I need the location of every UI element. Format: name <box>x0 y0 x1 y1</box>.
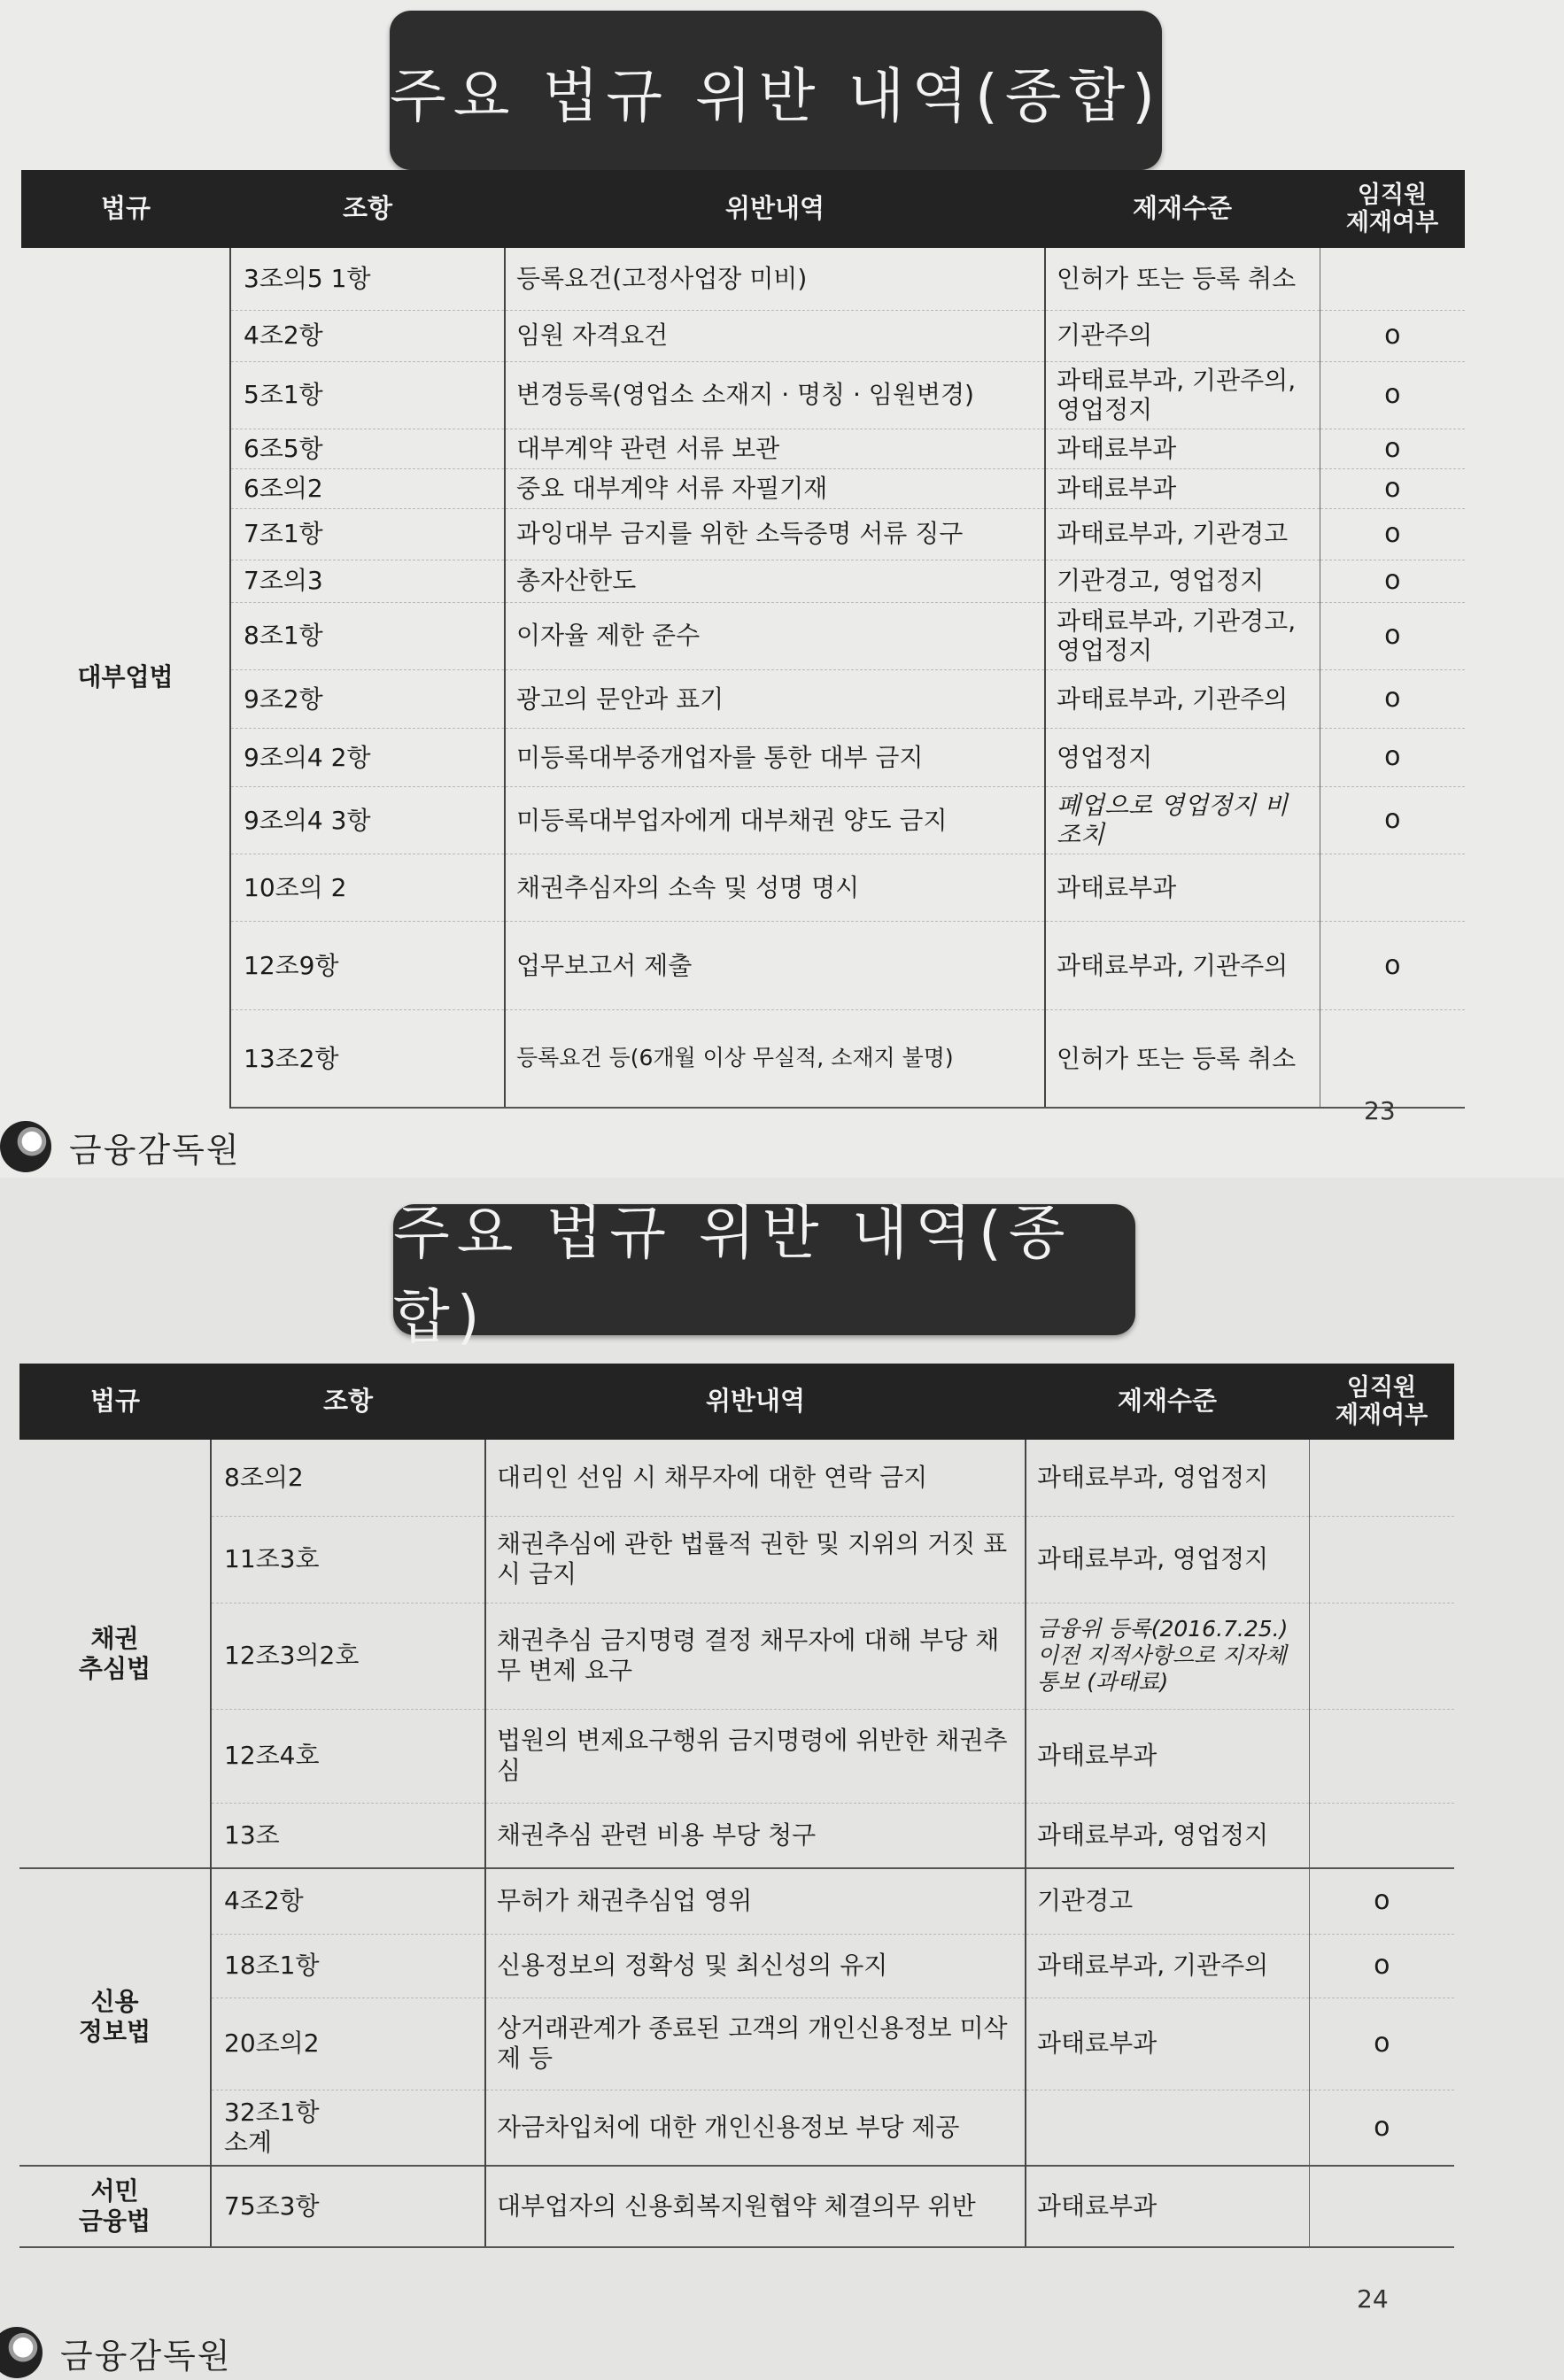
staff-sanction-cell: o <box>1320 310 1465 361</box>
staff-sanction-cell <box>1309 1516 1454 1603</box>
law-name-cell: 서민 금융법 <box>19 2166 211 2247</box>
staff-sanction-cell: o <box>1309 1868 1454 1934</box>
table-row <box>21 728 1465 786</box>
law-name-cell: 채권 추심법 <box>19 1440 211 1868</box>
sanction-cell: 과태료부과, 기관경고 <box>1045 508 1320 560</box>
logo <box>0 2327 232 2378</box>
violation-table <box>21 170 1465 1109</box>
article-cell: 12조4호 <box>211 1709 485 1803</box>
violation-cell: 광고의 문안과 표기 <box>505 669 1045 728</box>
table-row <box>19 1516 1454 1603</box>
table-row <box>19 1603 1454 1709</box>
violation-cell: 대부계약 관련 서류 보관 <box>505 429 1045 468</box>
article-cell: 20조의2 <box>211 1998 485 2090</box>
sanction-cell: 기관경고, 영업정지 <box>1045 560 1320 602</box>
violation-table <box>19 1364 1454 2248</box>
page-title <box>393 1199 1135 1351</box>
header-article: 조항 <box>211 1364 485 1440</box>
sanction-cell: 기관주의 <box>1045 310 1320 361</box>
table-row <box>21 248 1465 310</box>
violation-cell: 미등록대부업자에게 대부채권 양도 금지 <box>505 786 1045 854</box>
table-row <box>21 429 1465 468</box>
staff-sanction-cell <box>1320 1010 1465 1108</box>
sanction-cell: 금융위 등록(2016.7.25.) 이전 지적사항으로 지자체 통보 (과태료) <box>1026 1603 1309 1709</box>
header-law: 법규 <box>21 170 230 248</box>
article-cell: 75조3항 <box>211 2166 485 2247</box>
sanction-cell: 폐업으로 영업정지 비조치 <box>1045 786 1320 854</box>
page-title-text: 주요 법규 위반 내역(종합) <box>390 61 1162 130</box>
sanction-cell: 과태료부과 <box>1045 854 1320 922</box>
table-row <box>19 2166 1454 2247</box>
article-cell: 6조5항 <box>230 429 505 468</box>
staff-sanction-cell: o <box>1320 922 1465 1010</box>
table-row <box>21 1010 1465 1108</box>
table-row <box>21 669 1465 728</box>
page-number: 23 <box>1364 1096 1396 1125</box>
table-row <box>19 2090 1454 2166</box>
table-row <box>19 1709 1454 1803</box>
violation-cell: 채권추심 금지명령 결정 채무자에 대해 부당 채무 변제 요구 <box>485 1603 1026 1709</box>
table-row <box>21 508 1465 560</box>
table-row <box>19 1803 1454 1868</box>
violation-cell: 대부업자의 신용회복지원협약 체결의무 위반 <box>485 2166 1026 2247</box>
table-row <box>21 361 1465 429</box>
staff-sanction-cell: o <box>1320 602 1465 669</box>
article-cell: 7조의3 <box>230 560 505 602</box>
table-row <box>19 1934 1454 1998</box>
table-row <box>21 560 1465 602</box>
article-cell: 13조2항 <box>230 1010 505 1108</box>
fss-logo-icon <box>0 1121 51 1172</box>
sanction-cell: 과태료부과 <box>1026 1709 1309 1803</box>
sanction-cell <box>1026 2090 1309 2166</box>
sanction-cell: 과태료부과, 기관주의 <box>1026 1934 1309 1998</box>
logo <box>0 1121 241 1172</box>
sanction-cell: 과태료부과 <box>1026 1998 1309 2090</box>
header-sanction: 제재수준 <box>1045 170 1320 248</box>
page-23 <box>0 0 1564 1178</box>
staff-sanction-cell: o <box>1309 2090 1454 2166</box>
article-cell: 9조의4 2항 <box>230 728 505 786</box>
sanction-cell: 과태료부과, 영업정지 <box>1026 1803 1309 1868</box>
violation-cell: 변경등록(영업소 소재지 · 명칭 · 임원변경) <box>505 361 1045 429</box>
violation-cell: 자금차입처에 대한 개인신용정보 부당 제공 <box>485 2090 1026 2166</box>
sanction-cell: 과태료부과, 기관주의 <box>1045 922 1320 1010</box>
staff-sanction-cell <box>1320 854 1465 922</box>
header-violation: 위반내역 <box>505 170 1045 248</box>
article-cell: 32조1항 소계 <box>211 2090 485 2166</box>
sanction-cell: 과태료부과 <box>1045 468 1320 508</box>
table-row <box>21 602 1465 669</box>
violation-cell: 채권추심 관련 비용 부당 청구 <box>485 1803 1026 1868</box>
sanction-cell: 인허가 또는 등록 취소 <box>1045 1010 1320 1108</box>
staff-sanction-cell: o <box>1320 468 1465 508</box>
staff-sanction-cell: o <box>1320 508 1465 560</box>
article-cell: 9조2항 <box>230 669 505 728</box>
staff-sanction-cell <box>1320 248 1465 310</box>
violation-cell: 신용정보의 정확성 및 최신성의 유지 <box>485 1934 1026 1998</box>
sanction-cell: 과태료부과, 기관주의, 영업정지 <box>1045 361 1320 429</box>
table-row <box>21 310 1465 361</box>
sanction-cell: 과태료부과 <box>1045 429 1320 468</box>
violation-cell: 과잉대부 금지를 위한 소득증명 서류 징구 <box>505 508 1045 560</box>
article-cell: 7조1항 <box>230 508 505 560</box>
sanction-cell: 과태료부과 <box>1026 2166 1309 2247</box>
sanction-cell: 기관경고 <box>1026 1868 1309 1934</box>
header-law: 법규 <box>19 1364 211 1440</box>
header-sanction: 제재수준 <box>1026 1364 1309 1440</box>
article-cell: 8조1항 <box>230 602 505 669</box>
violation-cell: 등록요건(고정사업장 미비) <box>505 248 1045 310</box>
sanction-cell: 인허가 또는 등록 취소 <box>1045 248 1320 310</box>
fss-logo-icon <box>0 2327 43 2378</box>
staff-sanction-cell: o <box>1320 361 1465 429</box>
article-cell: 11조3호 <box>211 1516 485 1603</box>
article-cell: 10조의 2 <box>230 854 505 922</box>
violation-cell: 중요 대부계약 서류 자필기재 <box>505 468 1045 508</box>
staff-sanction-cell <box>1309 1803 1454 1868</box>
table-row <box>19 1998 1454 2090</box>
violation-cell: 임원 자격요건 <box>505 310 1045 361</box>
table-row <box>21 922 1465 1010</box>
article-cell: 3조의5 1항 <box>230 248 505 310</box>
table-row <box>21 786 1465 854</box>
article-cell: 8조의2 <box>211 1440 485 1516</box>
staff-sanction-cell <box>1309 2166 1454 2247</box>
article-cell: 18조1항 <box>211 1934 485 1998</box>
header-violation: 위반내역 <box>485 1364 1026 1440</box>
violation-cell: 대리인 선임 시 채무자에 대한 연락 금지 <box>485 1440 1026 1516</box>
law-name-cell: 대부업법 <box>21 248 230 1108</box>
article-cell: 12조3의2호 <box>211 1603 485 1709</box>
page-24 <box>0 1178 1564 2380</box>
header-article: 조항 <box>230 170 505 248</box>
header-staff-sanction: 임직원 제재여부 <box>1320 170 1465 248</box>
sanction-cell: 과태료부과, 영업정지 <box>1026 1440 1309 1516</box>
staff-sanction-cell <box>1309 1709 1454 1803</box>
logo-text: 금융감독원 <box>60 2336 232 2376</box>
violation-cell: 법원의 변제요구행위 금지명령에 위반한 채권추심 <box>485 1709 1026 1803</box>
staff-sanction-cell: o <box>1320 429 1465 468</box>
staff-sanction-cell: o <box>1320 560 1465 602</box>
staff-sanction-cell: o <box>1320 728 1465 786</box>
table-row <box>19 1440 1454 1516</box>
violation-cell: 이자율 제한 준수 <box>505 602 1045 669</box>
violation-cell: 상거래관계가 종료된 고객의 개인신용정보 미삭제 등 <box>485 1998 1026 2090</box>
sanction-cell: 과태료부과, 영업정지 <box>1026 1516 1309 1603</box>
article-cell: 12조9항 <box>230 922 505 1010</box>
page-title-text: 주요 법규 위반 내역(종합) <box>393 1199 1072 1351</box>
article-cell: 5조1항 <box>230 361 505 429</box>
sanction-cell: 영업정지 <box>1045 728 1320 786</box>
sanction-cell: 과태료부과, 기관경고, 영업정지 <box>1045 602 1320 669</box>
violation-cell: 미등록대부중개업자를 통한 대부 금지 <box>505 728 1045 786</box>
violation-cell: 무허가 채권추심업 영위 <box>485 1868 1026 1934</box>
article-cell: 6조의2 <box>230 468 505 508</box>
law-name-cell: 신용 정보법 <box>19 1868 211 2166</box>
staff-sanction-cell <box>1309 1603 1454 1709</box>
logo-text: 금융감독원 <box>69 1130 241 1170</box>
article-cell: 13조 <box>211 1803 485 1868</box>
header-staff-sanction: 임직원 제재여부 <box>1309 1364 1454 1440</box>
staff-sanction-cell: o <box>1309 1998 1454 2090</box>
violation-cell: 채권추심자의 소속 및 성명 명시 <box>505 854 1045 922</box>
table-row <box>19 1868 1454 1934</box>
article-cell: 4조2항 <box>211 1868 485 1934</box>
staff-sanction-cell: o <box>1320 786 1465 854</box>
staff-sanction-cell: o <box>1320 669 1465 728</box>
page-number: 24 <box>1357 2284 1389 2314</box>
sanction-cell: 과태료부과, 기관주의 <box>1045 669 1320 728</box>
violation-cell: 총자산한도 <box>505 560 1045 602</box>
violation-cell: 등록요건 등(6개월 이상 무실적, 소재지 불명) <box>505 1010 1045 1108</box>
article-cell: 4조2항 <box>230 310 505 361</box>
violation-cell: 채권추심에 관한 법률적 권한 및 지위의 거짓 표시 금지 <box>485 1516 1026 1603</box>
article-cell: 9조의4 3항 <box>230 786 505 854</box>
violation-cell: 업무보고서 제출 <box>505 922 1045 1010</box>
table-row <box>21 468 1465 508</box>
staff-sanction-cell: o <box>1309 1934 1454 1998</box>
staff-sanction-cell <box>1309 1440 1454 1516</box>
table-row <box>21 854 1465 922</box>
page-title <box>390 11 1162 170</box>
